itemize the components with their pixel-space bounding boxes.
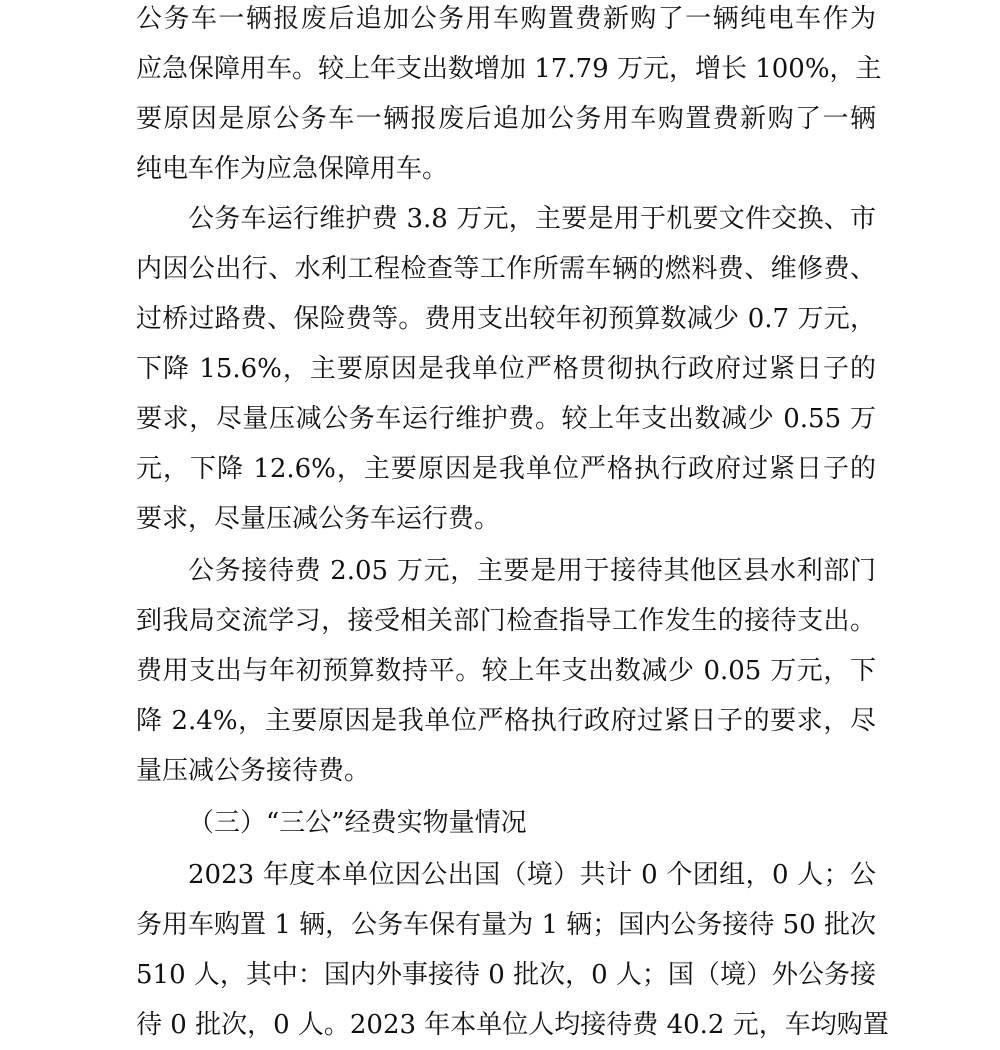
text-line-15: 降 2.4%，主要原因是我单位严格执行政府过紧日子的要求，尽	[136, 706, 876, 736]
text-line-4: 纯电车作为应急保障用车。	[136, 154, 449, 184]
text-line-1: 公务车一辆报废后追加公务用车购置费新购了一辆纯电车作为	[136, 4, 876, 34]
text-line-6: 内因公出行、水利工程检查等工作所需车辆的燃料费、维修费、	[136, 254, 876, 284]
text-line-2: 应急保障用车。较上年支出数增加 17.79 万元，增长 100%，主	[136, 54, 882, 84]
text-line-8: 下降 15.6%，主要原因是我单位严格贯彻执行政府过紧日子的	[136, 354, 876, 384]
text-line-19: 务用车购置 1 辆，公务车保有量为 1 辆；国内公务接待 50 批次	[136, 910, 876, 940]
text-line-13: 到我局交流学习，接受相关部门检查指导工作发生的接待支出。	[136, 606, 876, 636]
text-line-21: 待 0 批次，0 人。2023 年本单位人均接待费 40.2 元，车均购置	[136, 1010, 889, 1040]
text-line-7: 过桥过路费、保险费等。费用支出较年初预算数减少 0.7 万元，	[136, 304, 876, 334]
text-line-14: 费用支出与年初预算数持平。较上年支出数减少 0.05 万元，下	[136, 656, 876, 686]
section-heading: （三）“三公”经费实物量情况	[188, 808, 527, 838]
text-line-20: 510 人，其中：国内外事接待 0 批次，0 人；国（境）外公务接	[136, 960, 876, 990]
text-line-10: 元，下降 12.6%，主要原因是我单位严格执行政府过紧日子的	[136, 454, 876, 484]
paragraph-reception-line-1: 公务接待费 2.05 万元，主要是用于接待其他区县水利部门	[188, 556, 876, 586]
paragraph-physical-quantity-line-1: 2023 年度本单位因公出国（境）共计 0 个团组，0 人；公	[188, 860, 876, 890]
paragraph-vehicle-maintenance-line-1: 公务车运行维护费 3.8 万元，主要是用于机要文件交换、市	[188, 204, 876, 234]
text-line-9: 要求，尽量压减公务车运行维护费。较上年支出数减少 0.55 万	[136, 404, 876, 434]
text-line-11: 要求，尽量压减公务车运行费。	[136, 504, 501, 534]
text-line-3: 要原因是原公务车一辆报废后追加公务用车购置费新购了一辆	[136, 104, 876, 134]
text-line-16: 量压减公务接待费。	[136, 756, 371, 786]
